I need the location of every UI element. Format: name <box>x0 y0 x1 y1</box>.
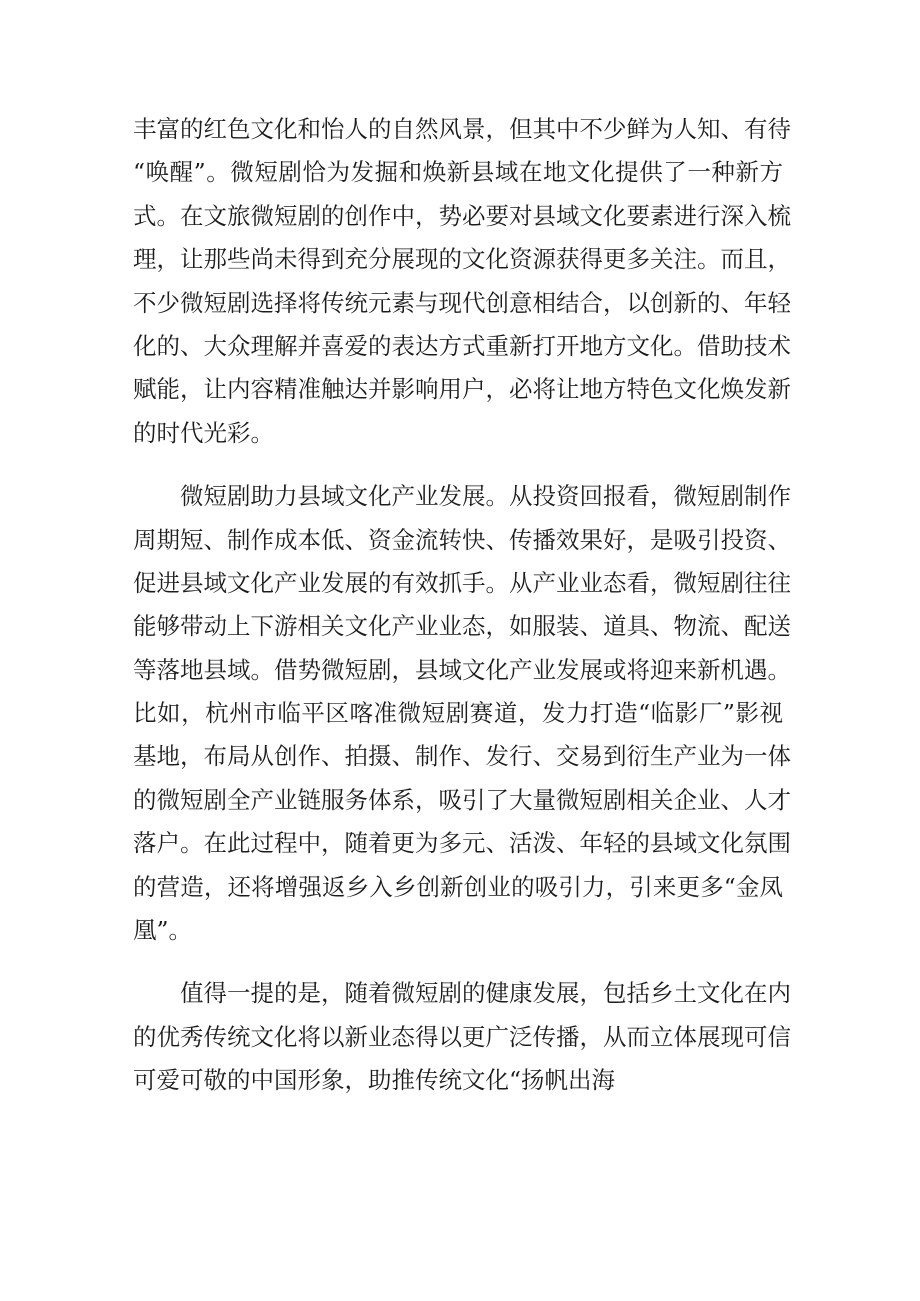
text-line: 等落地县域。借势微短剧，县域文化产业发展或将迎来新机遇。 <box>133 655 791 684</box>
paragraph-3 <box>133 972 791 1102</box>
text-line: 的营造，还将增强返乡入乡创新创业的吸引力，引来更多“金凤 <box>133 872 783 901</box>
text-line: 可爱可敬的中国形象，助推传统文化“扬帆出海 <box>133 1066 616 1095</box>
text-line: 丰富的红色文化和怡人的自然风景，但其中不少鲜为人知、有待 <box>133 115 791 143</box>
text-line: 比如，杭州市临平区喀准微短剧赛道，发力打造“临影厂”影视 <box>133 699 783 728</box>
paragraph-spacer <box>133 952 783 972</box>
text-line: 的微短剧全产业链服务体系，吸引了大量微短剧相关企业、人才 <box>133 785 791 814</box>
text-line: 凰”。 <box>133 916 193 945</box>
text-line: 的优秀传统文化将以新业态得以更广泛传播，从而立体展现可信 <box>133 1022 791 1051</box>
text-line: 落户。在此过程中，随着更为多元、活泼、年轻的县域文化氛围 <box>133 829 791 858</box>
document-body <box>133 108 791 1103</box>
text-line: 不少微短剧选择将传统元素与现代创意相结合，以创新的、年轻 <box>133 288 791 317</box>
text-line: 能够带动上下游相关文化产业业态，如服装、道具、物流、配送 <box>133 612 791 641</box>
text-line: 理，让那些尚未得到充分展现的文化资源获得更多关注。而且， <box>133 245 791 274</box>
paragraph-2 <box>133 475 791 952</box>
text-line: 值得一提的是，随着微短剧的健康发展，包括乡土文化在内 <box>180 979 791 1008</box>
text-line: 周期短、制作成本低、资金流转快、传播效果好，是吸引投资、 <box>133 525 791 554</box>
text-line: 赋能，让内容精准触达并影响用户，必将让地方特色文化焕发新 <box>133 375 791 404</box>
text-line: 基地，布局从创作、拍摄、制作、发行、交易到衍生产业为一体 <box>133 742 791 771</box>
text-line: 促进县域文化产业发展的有效抓手。从产业业态看，微短剧往往 <box>133 568 791 597</box>
text-line: 微短剧助力县域文化产业发展。从投资回报看，微短剧制作 <box>180 482 791 511</box>
text-line: 式。在文旅微短剧的创作中，势必要对县域文化要素进行深入梳 <box>133 201 791 230</box>
paragraph-1 <box>133 108 791 455</box>
text-line: 化的、大众理解并喜爱的表达方式重新打开地方文化。借助技术 <box>133 331 791 360</box>
text-line: “唤醒”。微短剧恰为发掘和焕新县域在地文化提供了一种新方 <box>133 158 783 187</box>
text-line: 的时代光彩。 <box>133 418 274 447</box>
paragraph-spacer <box>133 455 783 475</box>
